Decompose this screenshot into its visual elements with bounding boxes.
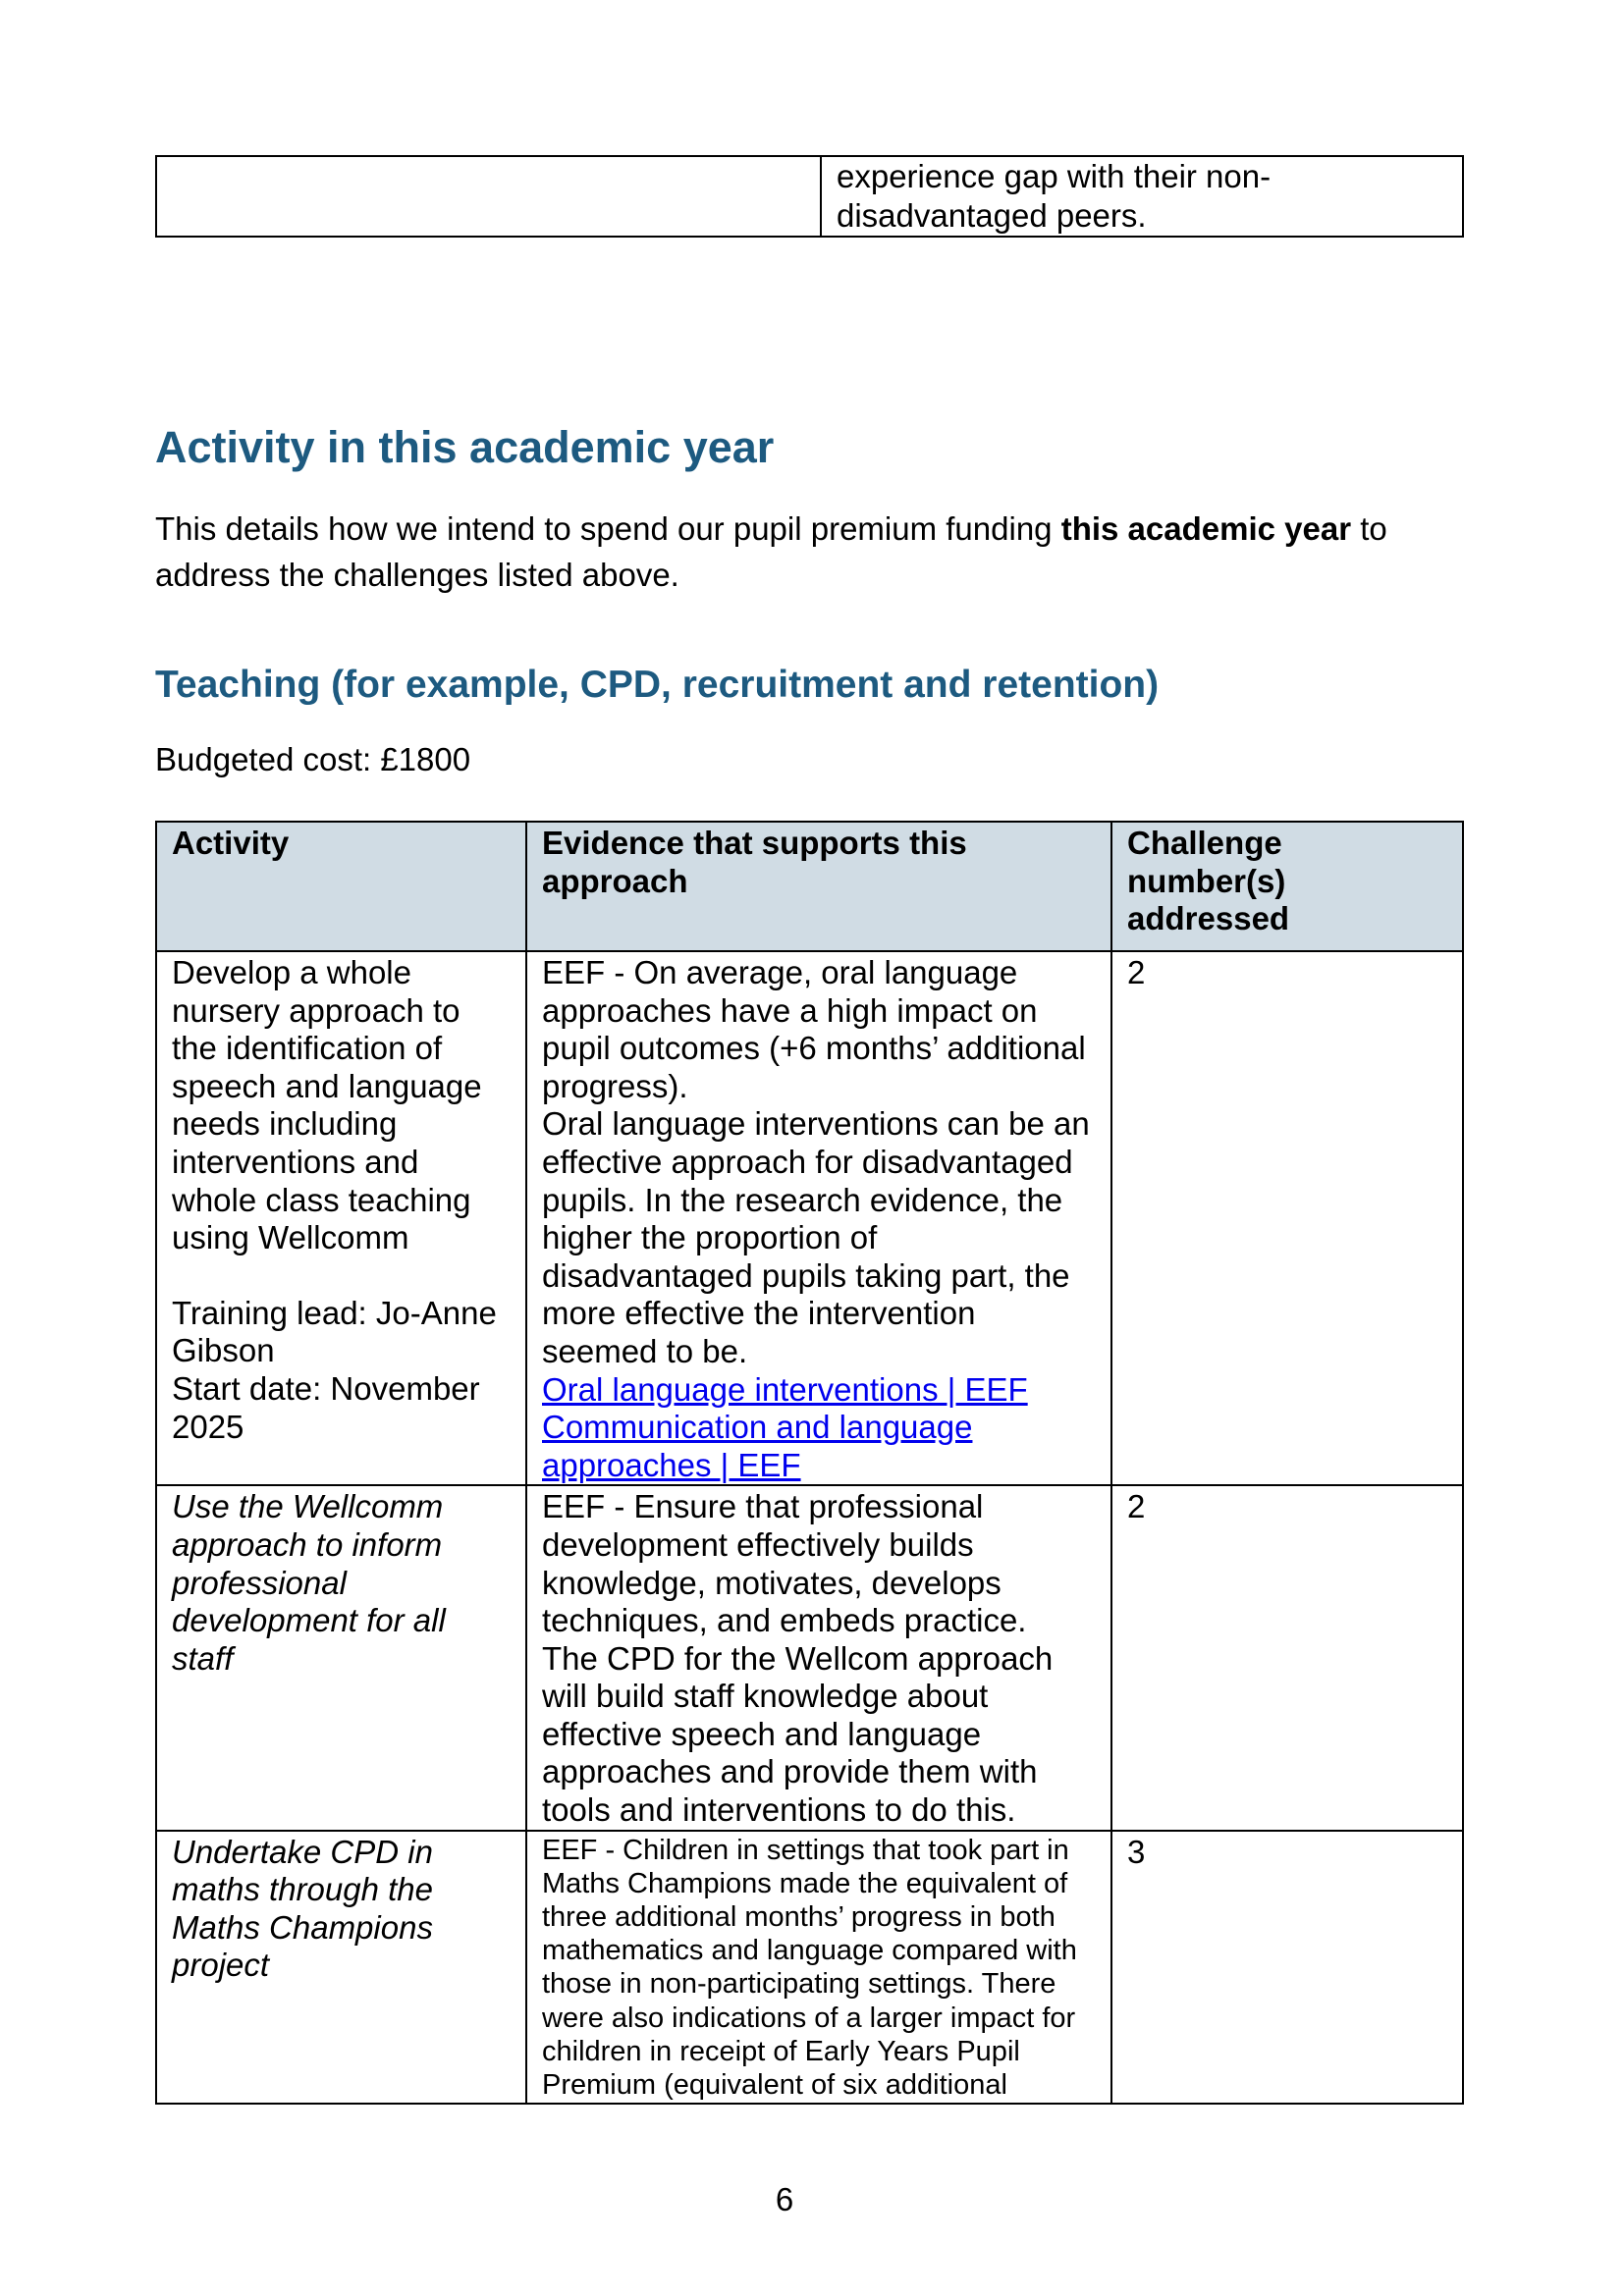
evidence-cell bbox=[526, 1485, 1111, 1830]
activity-cell: Use the Wellcomm approach to inform professional development for all staff bbox=[156, 1485, 526, 1830]
intro-text: to address the challenges listed above. bbox=[155, 510, 1387, 593]
evidence-text: Oral language interventions can be an effective approach for disadvantaged pupils. In the research evidence, the higher the proportion of disadvantaged pupils taking part, the more effective the intervention seemed to be. bbox=[542, 1105, 1090, 1369]
intro-bold: this academic year bbox=[1060, 510, 1352, 547]
intro-paragraph bbox=[155, 506, 1471, 598]
table-row bbox=[156, 1485, 1463, 1830]
table-row bbox=[156, 1831, 1463, 2104]
table-row bbox=[156, 951, 1463, 1485]
page-number: 6 bbox=[775, 2181, 794, 2217]
activity-text: Develop a whole nursery approach to the identification of speech and language needs including interventions and whole class teaching using Wellcomm bbox=[172, 954, 482, 1256]
evidence-cell bbox=[526, 951, 1111, 1485]
table-row bbox=[156, 156, 1463, 237]
teaching-activity-table bbox=[155, 821, 1464, 2105]
challenge-cell: 2 bbox=[1111, 951, 1463, 1485]
evidence-cell: EEF - Children in settings that took part in Maths Champions made the equivalent of three additional months’ progress in both mathematics and language compared with those in non-participating settings. There were also indications of a larger impact for children in receipt of Early Years Pupil Premium (equivalent of six additional bbox=[526, 1831, 1111, 2104]
challenge-cell: 2 bbox=[1111, 1485, 1463, 1830]
table-cell bbox=[156, 156, 821, 237]
intro-text: This details how we intend to spend our pupil premium funding bbox=[155, 510, 1061, 547]
subsection-heading: Teaching (for example, CPD, recruitment and retention) bbox=[155, 664, 1160, 706]
activity-cell: Undertake CPD in maths through the Maths Champions project bbox=[156, 1831, 526, 2104]
challenge-cell: 3 bbox=[1111, 1831, 1463, 2104]
table-cell: experience gap with their non-disadvantaged peers. bbox=[821, 156, 1463, 237]
evidence-text: EEF - On average, oral language approaches have a high impact on pupil outcomes (+6 months’ additional progress). bbox=[542, 954, 1086, 1104]
header-evidence: Evidence that supports this approach bbox=[526, 822, 1111, 951]
section-heading: Activity in this academic year bbox=[155, 422, 775, 472]
table-header-row bbox=[156, 822, 1463, 951]
budgeted-cost: Budgeted cost: £1800 bbox=[155, 741, 471, 777]
continued-table bbox=[155, 155, 1464, 238]
start-date: Start date: November 2025 bbox=[172, 1369, 480, 1445]
header-challenge: Challenge number(s) addressed bbox=[1111, 822, 1463, 951]
training-lead: Training lead: Jo-Anne Gibson bbox=[172, 1294, 497, 1369]
eef-link-communication[interactable]: Communication and language approaches | EEF bbox=[542, 1409, 973, 1483]
activity-cell bbox=[156, 951, 526, 1485]
eef-link-oral-language[interactable]: Oral language interventions | EEF bbox=[542, 1370, 1028, 1408]
evidence-text: EEF - Ensure that professional development effectively builds knowledge, motivates, develops techniques, and embeds practice. bbox=[542, 1488, 1027, 1639]
header-activity: Activity bbox=[156, 822, 526, 951]
evidence-text: The CPD for the Wellcom approach will build staff knowledge about effective speech and language approaches and provide them with tools and interventions to do this. bbox=[542, 1639, 1054, 1829]
